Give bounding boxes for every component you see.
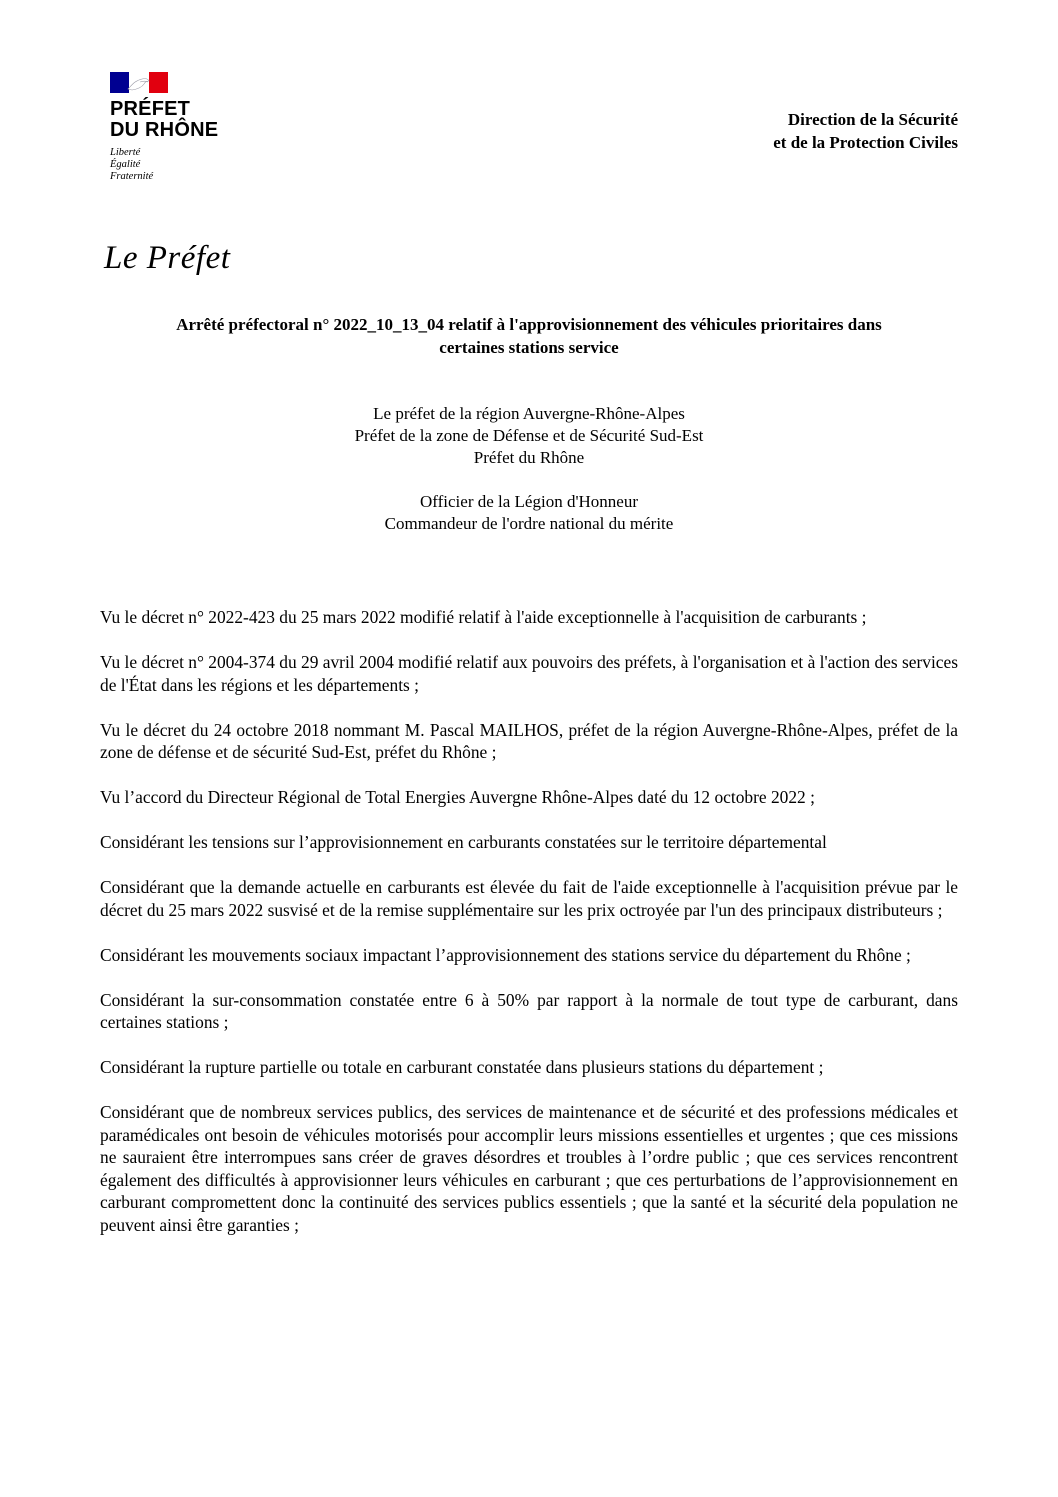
considerant-paragraph: Considérant que de nombreux services publics, des services de maintenance et de sécurité et des professions médicales et paramédicales ont besoin de véhicules motorisés pour accomplir leurs missions essentielles et urgentes ; que ces missions ne sauraient être interrompues sans créer de graves désordres et troubles à l’ordre public ; que ces services rencontrent également des difficultés à approvisionner leurs véhicules en carburant ; que ces perturbations de l’approvisionnement en carburant compromettent donc la continuité des services publics essentiels ; que la santé et la sécurité dela population ne peuvent ainsi être garanties ; <box>100 1102 958 1235</box>
direction-line1: Direction de la Sécurité <box>787 110 958 129</box>
authority-line: Préfet de la zone de Défense et de Sécurité Sud-Est <box>354 426 704 445</box>
republic-motto <box>110 147 250 183</box>
considerant-paragraph: Considérant que la demande actuelle en carburants est élevée du fait de l'aide exceptionnelle à l'acquisition prévue par le décret du 25 mars 2022 susvisé et de la remise supplémentaire sur les prix octroyée par l'un des principaux distributeurs ; <box>100 877 958 920</box>
decree-title-line2: certaines stations service <box>439 338 619 357</box>
authority-block <box>100 403 958 535</box>
decree-title <box>100 313 958 359</box>
considerant-paragraph: Considérant la rupture partielle ou totale en carburant constatée dans plusieurs stations du département ; <box>100 1057 824 1077</box>
considerant-paragraph: Considérant les mouvements sociaux impactant l’approvisionnement des stations service du département du Rhône ; <box>100 944 911 965</box>
vu-paragraph: Vu le décret n° 2004-374 du 29 avril 2004 modifié relatif aux pouvoirs des préfets, à l'organisation et à l'action des services de l'État dans les régions et les départements ; <box>100 652 958 695</box>
issuing-direction <box>773 108 958 154</box>
marianne-flag-icon <box>110 72 168 93</box>
motto-egalite: Égalité <box>110 159 141 170</box>
authority-line: Officier de la Légion d'Honneur <box>419 492 638 511</box>
vu-paragraph: Vu le décret n° 2022-423 du 25 mars 2022 modifié relatif à l'aide exceptionnelle à l'acquisition de carburants ; <box>100 607 867 627</box>
logo-wordmark-line1: PRÉFET <box>110 98 191 120</box>
direction-line2: et de la Protection Civiles <box>773 133 958 152</box>
vu-paragraph: Vu le décret du 24 octobre 2018 nommant M. Pascal MAILHOS, préfet de la région Auvergne-Rhône-Alpes, préfet de la zone de défense et de sécurité Sud-Est, préfet du Rhône ; <box>100 719 958 762</box>
vu-paragraph: Vu l’accord du Directeur Régional de Total Energies Auvergne Rhône-Alpes daté du 12 octobre 2022 ; <box>100 787 815 807</box>
motto-liberte: Liberté <box>110 147 141 158</box>
le-prefet-signature: Le Préfet <box>104 240 231 276</box>
authority-line: Préfet du Rhône <box>473 448 585 467</box>
prefecture-logo <box>110 72 250 183</box>
motto-fraternite: Fraternité <box>110 171 154 182</box>
considerant-paragraph: Considérant la sur-consommation constatée entre 6 à 50% par rapport à la normale de tout type de carburant, dans certaines stations ; <box>100 989 958 1032</box>
logo-wordmark-line2: DU RHÔNE <box>110 119 219 141</box>
authority-line: Commandeur de l'ordre national du mérite <box>384 514 674 533</box>
logo-wordmark <box>110 99 250 141</box>
authority-line: Le préfet de la région Auvergne-Rhône-Alpes <box>373 404 685 423</box>
decree-body <box>100 606 958 1259</box>
decree-title-line1: Arrêté préfectoral n° 2022_10_13_04 relatif à l'approvisionnement des véhicules prioritaires dans <box>176 315 882 334</box>
considerant-paragraph: Considérant les tensions sur l’approvisionnement en carburants constatées sur le territoire départemental <box>100 832 827 852</box>
